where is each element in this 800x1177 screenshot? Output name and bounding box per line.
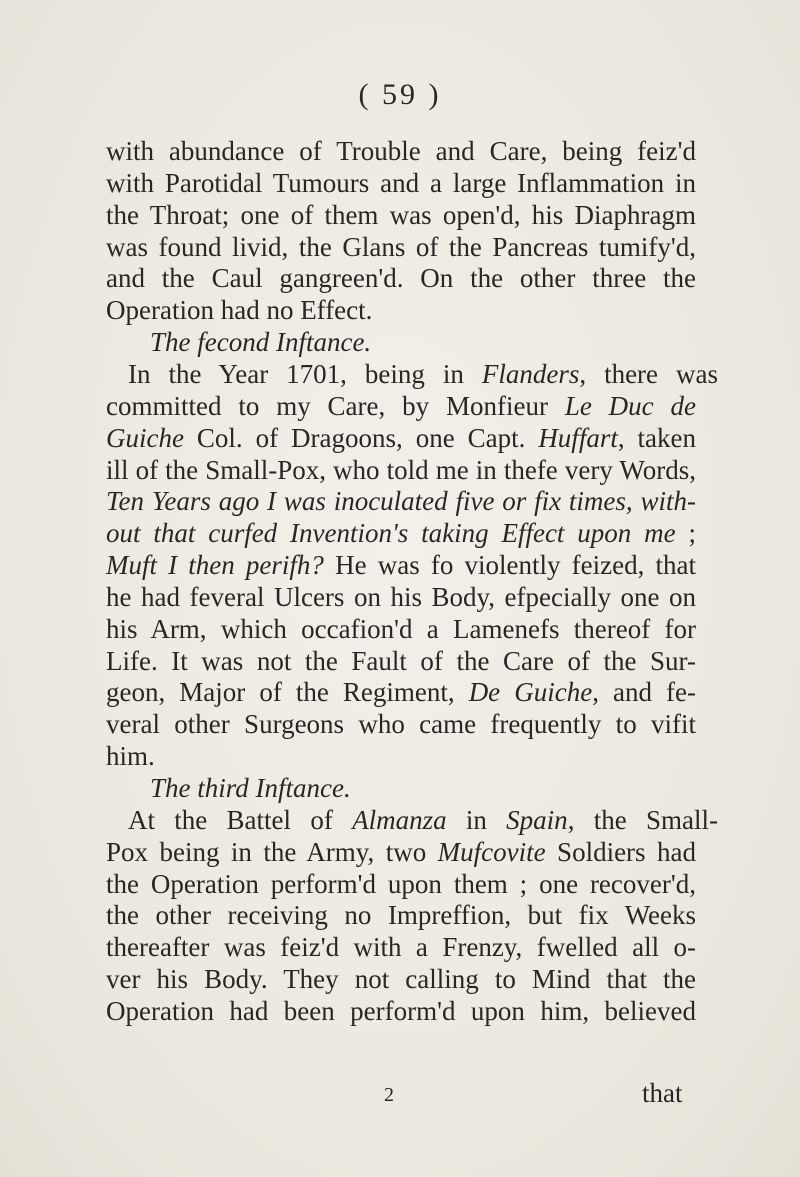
signature-mark: 2 bbox=[384, 1084, 394, 1106]
text-run: was found livid, the Glans of the Pancreas tumify'd, bbox=[106, 231, 696, 262]
italic-text: Almanza bbox=[352, 804, 447, 835]
text-run: At the Battel of bbox=[128, 804, 353, 835]
italic-text: Ten Years ago I was inoculated five or fix times, with- bbox=[106, 486, 696, 517]
italic-text: Guiche bbox=[106, 422, 184, 453]
text-run: , taken bbox=[617, 422, 696, 453]
page-number: ( 59 ) bbox=[358, 78, 442, 111]
text-run: committed to my Care, by Monfieur bbox=[106, 390, 565, 421]
text-run: veral other Surgeons who came frequently to vifit bbox=[106, 709, 696, 740]
italic-text: The fecond Inftance. bbox=[150, 327, 372, 358]
text-run: Operation had no Effect. bbox=[106, 295, 373, 326]
italic-text: Spain bbox=[506, 804, 568, 835]
catchword: that bbox=[642, 1078, 683, 1108]
italic-text: Flanders bbox=[481, 358, 580, 389]
text-run: and the Caul gangreen'd. On the other three the bbox=[106, 263, 696, 294]
italic-text: Muft I then perifh? bbox=[106, 550, 324, 581]
text-run: , and fe- bbox=[592, 677, 697, 708]
text-run: Life. It was not the Fault of the Care of the Sur- bbox=[106, 645, 696, 676]
text-run: with abundance of Trouble and Care, being feiz'd bbox=[106, 136, 696, 166]
text-run: , the Small- bbox=[567, 804, 718, 835]
text-run: ill of the Small-Pox, who told me in thefe very Words, bbox=[106, 454, 696, 485]
text-run: ver his Body. They not calling to Mind that the bbox=[106, 964, 696, 995]
text-run: him. bbox=[106, 741, 155, 772]
text-run: ; bbox=[675, 518, 696, 549]
text-run: he had feveral Ulcers on his Body, efpecially one on bbox=[106, 581, 696, 612]
text-run: the Operation perform'd upon them ; one recover'd, bbox=[106, 868, 696, 899]
text-run: in bbox=[446, 804, 507, 835]
text-run: the Throat; one of them was open'd, his Diaphragm bbox=[106, 199, 696, 230]
italic-text: The third Inftance. bbox=[150, 773, 351, 803]
italic-text: Mufcovite bbox=[437, 836, 546, 867]
text-run: his Arm, which occafion'd a Lamenefs thereof for bbox=[106, 613, 696, 644]
text-run: with Parotidal Tumours and a large Inflammation in bbox=[106, 167, 696, 198]
text-line bbox=[106, 992, 696, 1030]
text-run: the other receiving no Impreffion, but fix Weeks bbox=[106, 900, 696, 931]
text-run: He was fo violently feized, that bbox=[323, 550, 696, 581]
text-run: Col. of Dragoons, one Capt. bbox=[183, 422, 539, 453]
italic-text: out that curfed Invention's taking Effect upon me bbox=[106, 518, 676, 549]
text-run: geon, Major of the Regiment, bbox=[106, 677, 469, 708]
text-run: Operation had been perform'd upon him, believed bbox=[106, 995, 696, 1026]
text-run: Soldiers had bbox=[545, 836, 696, 867]
text-run: , there was bbox=[579, 358, 719, 389]
italic-text: Huffart bbox=[538, 422, 618, 453]
italic-text: De Guiche bbox=[468, 677, 593, 708]
text-run: In the Year 1701, being in bbox=[128, 358, 482, 389]
text-run: thereafter was feiz'd with a Frenzy, fwelled all o- bbox=[106, 932, 696, 963]
text-run: Pox being in the Army, two bbox=[106, 836, 438, 867]
italic-text: Le Duc de bbox=[564, 390, 697, 421]
